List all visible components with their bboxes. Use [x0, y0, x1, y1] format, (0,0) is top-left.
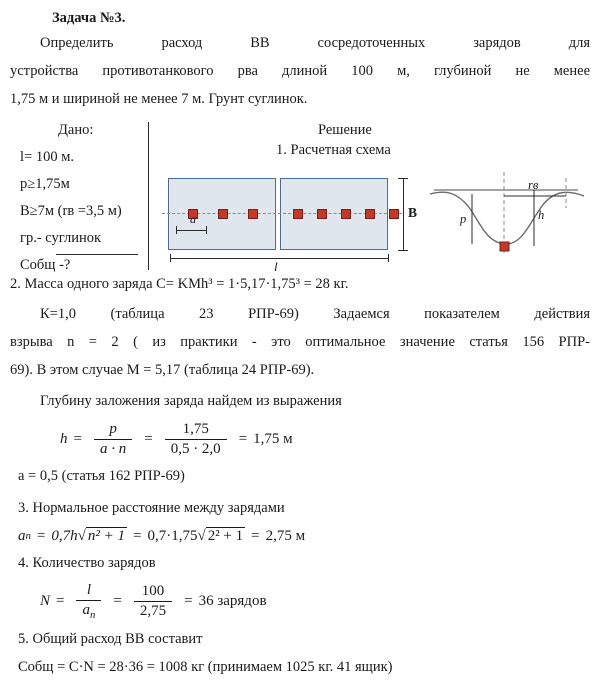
formula-N-frac2-num: 100 — [134, 583, 172, 602]
given-list — [20, 144, 122, 278]
tick — [398, 178, 408, 179]
formula-an-lhs: a — [18, 527, 26, 544]
figure-dimension-l — [170, 258, 388, 259]
formula-h-eq3: = — [238, 431, 248, 447]
problem-line-2: устройства противотанкового рва длиной 100 м, глубиной не менее — [10, 62, 590, 79]
formula-N-eq3: = — [184, 593, 193, 610]
formula-an — [18, 528, 600, 545]
formula-an-eq3: = — [251, 527, 260, 544]
formula-N-frac1-den — [76, 601, 101, 621]
step-k-line-1: К=1,0 (таблица 23 РПР-69) Задаемся показателем действия — [40, 306, 590, 322]
formula-an-eq2: = — [132, 527, 142, 544]
formula-h-frac-2 — [165, 421, 227, 458]
given-item-0: l= 100 м. — [20, 149, 75, 166]
figure-label-l: l — [274, 259, 278, 275]
formula-N-frac2-den: 2,75 — [139, 603, 167, 620]
given-item-2: В≥7м (rв =3,5 м) — [20, 202, 122, 219]
a-value-line: а = 0,5 (статья 162 РПР-69) — [18, 468, 185, 484]
given-heading: Дано: — [58, 122, 94, 139]
formula-N-eq2: = — [113, 593, 122, 610]
formula-h-result: 1,75 м — [253, 431, 293, 447]
formula-N-frac-1 — [76, 582, 101, 621]
tick — [170, 254, 171, 262]
given-item-1: p≥1,75м — [20, 176, 70, 193]
given-divider — [56, 254, 138, 255]
formula-N-result: 36 зарядов — [198, 593, 267, 610]
figure-label-h: h — [538, 208, 545, 223]
step-5-total: Собщ = С·N = 28·36 = 1008 кг (принимаем 1025 кг. 41 ящик) — [18, 659, 393, 675]
formula-h-eq2: = — [144, 431, 153, 447]
charge-marker — [218, 209, 228, 219]
formula-an-expr: 0,7h — [51, 527, 78, 544]
formula-N-frac1-num: l — [76, 582, 101, 601]
charge-marker — [317, 209, 327, 219]
tick — [388, 254, 389, 262]
step-3-title: 3. Нормальное расстояние между зарядами — [18, 499, 285, 516]
formula-an-root-2: √ 2² + 1 — [197, 527, 244, 544]
problem-line-3: 1,75 м и шириной не менее 7 м. Грунт суглинок. — [10, 90, 308, 107]
formula-N-frac1-den-sub: п — [89, 609, 96, 622]
formula-an-expr2: 0,7·1,75 — [147, 527, 198, 544]
formula-h-frac1-num: p — [94, 421, 132, 440]
step-5-title: 5. Общий расход ВВ составит — [18, 631, 203, 648]
formula-N-frac-2 — [134, 583, 172, 620]
document-page — [0, 10, 600, 685]
formula-N-eq: = — [56, 593, 65, 610]
charge-marker — [248, 209, 258, 219]
figure-dimension-a — [176, 226, 206, 236]
formula-N-lhs: N — [40, 593, 51, 610]
page-title: Задача №3. — [52, 10, 126, 26]
tick — [176, 226, 177, 234]
trench-plan-figure — [160, 160, 590, 275]
formula-an-result: 2,75 м — [265, 527, 306, 544]
formula-an-root: √ n² + 1 — [77, 527, 125, 544]
ground-profile — [430, 192, 584, 244]
tick — [206, 226, 207, 234]
figure-label-p: p — [460, 212, 467, 227]
formula-h — [60, 421, 600, 458]
given-item-3: гр.- суглинок — [20, 229, 102, 246]
step-4-title: 4. Количество зарядов — [18, 554, 156, 571]
charge-marker — [341, 209, 351, 219]
solution-heading: Решение — [318, 122, 372, 139]
depth-intro: Глубину заложения заряда найдем из выражения — [40, 393, 342, 410]
charge-marker — [500, 242, 509, 251]
figure-label-a: а — [190, 212, 196, 227]
tick — [398, 250, 408, 251]
figure-label-rv: rв — [528, 178, 539, 193]
formula-N — [40, 582, 600, 621]
charge-marker — [365, 209, 375, 219]
formula-h-eq: = — [73, 431, 82, 447]
formula-h-frac1-den: a · n — [99, 441, 127, 457]
charge-marker — [293, 209, 303, 219]
step-k-line-3: 69). В этом случае М = 5,17 (таблица 24 РПР-69). — [10, 361, 315, 378]
formula-an-lhs-sub: п — [25, 530, 31, 542]
solution-subheading: 1. Расчетная схема — [276, 142, 391, 159]
given-solution-block — [0, 122, 600, 275]
trench-cross-section — [428, 160, 588, 270]
formula-N-frac1-den-main: a — [82, 602, 90, 619]
given-item-4: Собщ -? — [20, 256, 71, 273]
step-k-line-2: взрыва n = 2 ( из практики - это оптимальное значение статья 156 РПР- — [10, 333, 590, 350]
formula-h-frac2-den: 0,5 · 2,0 — [170, 441, 221, 457]
formula-an-root-inner: n² + 1 — [87, 527, 125, 544]
formula-an-root-inner-2: 2² + 1 — [207, 527, 244, 544]
formula-h-lhs: h — [60, 431, 68, 447]
figure-dimension-B — [403, 178, 404, 250]
formula-h-frac-1 — [94, 421, 132, 458]
step-2-mass: 2. Масса одного заряда С= KMh³ = 1·5,17·1,75³ = 28 кг. — [10, 276, 349, 293]
given-solution-divider — [148, 122, 149, 270]
problem-line-1: Определить расход ВВ сосредоточенных зарядов для — [40, 35, 590, 51]
figure-label-B: B — [408, 205, 418, 221]
formula-h-frac2-num: 1,75 — [165, 421, 227, 440]
charge-marker — [389, 209, 399, 219]
formula-an-eq: = — [36, 527, 46, 544]
